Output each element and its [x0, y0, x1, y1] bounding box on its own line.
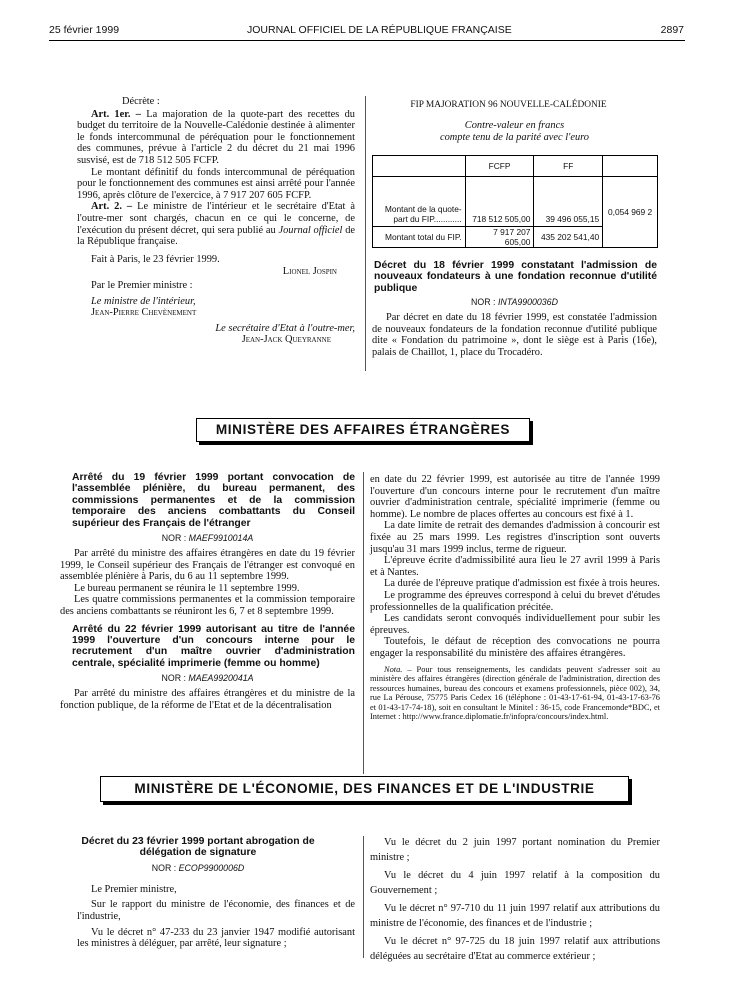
article-1-paragraph-2: Le montant définitif du fonds intercommunal de péréquation pour le fonctionnement des communes est ainsi arrêté pour l'année 1996, après clôture de l'exercice, à 7 917 207 605 FCFP. [77, 166, 355, 201]
fip-rate: 0,054 969 2 [603, 177, 658, 248]
fip-block [372, 100, 657, 144]
fip-table-empty-header [373, 156, 466, 177]
arrete-2-p7: Toutefois, le défaut de réception des convocations ne pourra engager la responsabilité du ministère des affaires étrangères. [370, 636, 660, 659]
arrete-2-nor-code: MAEA9920041A [188, 673, 254, 684]
header-date: 25 février 1999 [49, 24, 120, 36]
secretary-title: Le secrétaire d'Etat à l'outre-mer, [215, 322, 355, 334]
decret-abrogation-p7: Vu le décret n° 97-725 du 18 juin 1997 relatif aux attributions déléguées au secrétaire d'Etat au commerce extérieur ; [370, 936, 660, 962]
arrete-2-p1-continued: en date du 22 février 1999, est autorisée au titre de l'année 1999 l'ouverture d'un concours interne pour le recrutement d'un maître ouvrier d'administration centrale, spécialité imprimerie (femme ou homme). Le nombre de places offertes au concours est fixé à 1. [370, 474, 660, 520]
column-divider-bottom [363, 836, 364, 958]
fip-table-empty-header-2 [603, 156, 658, 177]
article-2-label: Art. 2. – [91, 201, 133, 213]
arrete-2-p4: La durée de l'épreuve pratique d'admission est fixée à trois heures. [384, 578, 660, 590]
decret-fondation [372, 260, 657, 359]
header-journal: JOURNAL OFFICIEL DE LA RÉPUBLIQUE FRANÇAISE [247, 24, 512, 36]
arrete-2-p1: Par arrêté du ministre des affaires étrangères et du ministre de la fonction publique, de la réforme de l'Etat et de la décentralisation [60, 688, 355, 711]
decrete-label: Décrète : [122, 96, 160, 107]
fip-title: FIP MAJORATION 96 NOUVELLE-CALÉDONIE [410, 100, 607, 110]
fip-row2-fcfp: 7 917 207 605,00 [465, 227, 534, 248]
journal-officiel-italic: Journal officiel [278, 224, 343, 236]
par-le-premier-ministre: Par le Premier ministre : [91, 279, 193, 291]
article-2: Art. 2. – Le ministre de l'intérieur et le secrétaire d'Etat à l'outre-mer sont chargés, chacun en ce qui le concerne, de l'exécution du présent décret, qui sera publié au Journal officiel de la République française. [77, 201, 356, 248]
decree-top [77, 96, 355, 346]
decret-abrogation-p2: Sur le rapport du ministre de l'économie, des finances et de l'industrie, [77, 899, 355, 922]
arrete-2-p6: Les candidats seront convoqués individuellement pour subir les épreuves. [370, 613, 660, 636]
fip-col-fcfp: FCFP [465, 156, 534, 177]
arrete-1-nor: NOR : MAEF9910014A [161, 533, 254, 544]
minister-interior-name: Jean-Pierre Chevènement [91, 307, 197, 319]
arrete-1-p3: Les quatre commissions permanentes et la commission temporaire des anciens combattants se réuniront les 6, 7 et 8 septembre 1999. [60, 594, 355, 617]
decret-fondation-title: Décret du 18 février 1999 constatant l'admission de nouveaux fondateurs à une fondation reconnue d'utilité publique [374, 260, 657, 294]
header-rule [49, 40, 685, 41]
fip-subtitle-1: Contre-valeur en francs [464, 120, 565, 131]
arrete-1-title: Arrêté du 19 février 1999 portant convocation de l'assemblée plénière, du bureau permanent, des commissions permanentes et de la commission temporaire des anciens combattants du Conseil supérieur des Français de l'étranger [72, 472, 355, 529]
arrete-1-p1: Par arrêté du ministre des affaires étrangères en date du 19 février 1999, le Conseil supérieur des Français de l'étranger est convoqué en assemblée plénière à Paris, du 6 au 11 septembre 1999. [60, 548, 355, 583]
decret-fondation-nor-code: INTA9900036D [497, 297, 558, 308]
arrete-1 [60, 472, 355, 711]
arrete-2-nota [370, 665, 660, 723]
fip-subtitle-2: compte tenu de la parité avec l'euro [440, 132, 589, 143]
column-divider-middle [363, 472, 364, 774]
decret-abrogation-title: Décret du 23 février 1999 portant abrogation de délégation de signature [81, 836, 315, 859]
fip-row2-ff: 435 202 541,40 [534, 227, 603, 248]
secretary-name: Jean-Jack Queyranne [241, 334, 331, 346]
article-1-label: Art. 1er. – [91, 108, 141, 120]
decret-abrogation-p5: Vu le décret du 4 juin 1997 relatif à la composition du Gouvernement ; [370, 870, 660, 896]
decret-abrogation-nor-code: ECOP9900006D [178, 862, 245, 873]
decret-abrogation-p3: Vu le décret n° 47-233 du 23 janvier 1947 modifié autorisant les ministres à déléguer, par arrêté, leur signature ; [77, 926, 355, 950]
arrete-2-title: Arrêté du 22 février 1999 autorisant au titre de l'année 1999 l'ouverture d'un concours interne pour le recrutement d'un maître ouvrier d'administration centrale, spécialité imprimerie (femme ou homme) [72, 623, 355, 669]
arrete-2-continued [370, 474, 660, 722]
signature-jospin: Lionel Jospin [282, 266, 337, 278]
decret-abrogation-p4: Vu le décret du 2 juin 1997 portant nomination du Premier ministre ; [370, 837, 660, 863]
decret-abrogation-p6: Vu le décret n° 97-710 du 11 juin 1997 relatif aux attributions du ministre de l'économie, des finances et de l'industrie ; [370, 903, 660, 929]
decret-fondation-body: Par décret en date du 18 février 1999, est constatée l'admission de nouveaux fondateurs de la fondation reconnue d'utilité publique dite « Fondation du patrimoine », dont le siège est à Paris (16e), palais de Chaillot, 1, place du Trocadéro. [372, 312, 657, 358]
decret-abrogation-nor: NOR : ECOP9900006D [151, 862, 245, 873]
fip-row1-ff: 39 496 055,15 [534, 177, 603, 227]
arrete-2-p5: Le programme des épreuves correspond à celui du brevet d'études professionnelles de la qualification précitée. [370, 589, 660, 613]
arrete-2-p3: L'épreuve écrite d'admissibilité aura lieu le 27 avril 1999 à Paris et à Nantes. [370, 555, 660, 578]
minister-interior-title: Le ministre de l'intérieur, [91, 295, 196, 307]
fip-table-header-row [373, 156, 658, 177]
arrete-2-nor: NOR : MAEA9920041A [161, 673, 254, 684]
nota-label: Nota. – [384, 664, 412, 674]
fip-col-ff: FF [534, 156, 603, 177]
decret-fondation-nor: NOR : INTA9900036D [471, 297, 558, 308]
fip-table-row-quote-part [373, 177, 658, 227]
fip-row1-fcfp: 718 512 505,00 [465, 177, 534, 227]
fait-a-paris: Fait à Paris, le 23 février 1999. [91, 253, 220, 265]
arrete-2-p2: La date limite de retrait des demandes d'admission à concourir est fixée au 25 mars 1999. Les registres d'inscription sont ouverts jusqu'au 31 mars 1999 inclus, terme de rigueur. [370, 520, 660, 555]
fip-row2-label: Montant total du FIP. [373, 227, 466, 248]
decret-abrogation-p1: Le Premier ministre, [91, 883, 177, 895]
running-header [49, 24, 684, 40]
header-page-number: 2897 [660, 24, 684, 36]
nota-text: Pour tous renseignements, les candidats peuvent s'adresser soit au ministère des affaires étrangères (direction générale de l'administration, direction des ressources humaines, bureau des concours et examens professionnels, pièce 002), 34, rue La Pérouse, 75775 Paris Cedex 16 (téléphone : 01-43-17-61-94, 01-43-17-63-76 et 01-43-17-74-18), soit en consultant le Minitel : 36-15, code Francemonde*BDC, et Internet : http://www.france.diplomatie.fr/infopra/concours/index.html. [370, 664, 661, 722]
arrete-1-p2: Le bureau permanent se réunira le 11 septembre 1999. [74, 582, 300, 594]
ministry-affaires-etrangeres-banner: MINISTÈRE DES AFFAIRES ÉTRANGÈRES [196, 418, 530, 442]
ministry-economie-banner: MINISTÈRE DE L'ÉCONOMIE, DES FINANCES ET DE L'INDUSTRIE [100, 776, 629, 802]
article-1-text: La majoration de la quote-part des recettes du budget du territoire de la Nouvelle-Calédonie destinée à alimenter le fonds intercommunal de péréquation pour le fonctionnement des communes, prévue à l'article 2 du décret du 21 mai 1996 susvisé, est de 718 512 505 FCFP. [77, 108, 355, 166]
decret-abrogation [77, 836, 355, 950]
article-1 [77, 109, 355, 167]
column-divider-top [365, 96, 366, 371]
fip-table [372, 155, 658, 248]
arrete-1-nor-code: MAEF9910014A [188, 533, 254, 544]
decret-abrogation-continued [370, 836, 660, 964]
fip-row1-label: Montant de la quote- part du FIP............ [373, 177, 466, 227]
